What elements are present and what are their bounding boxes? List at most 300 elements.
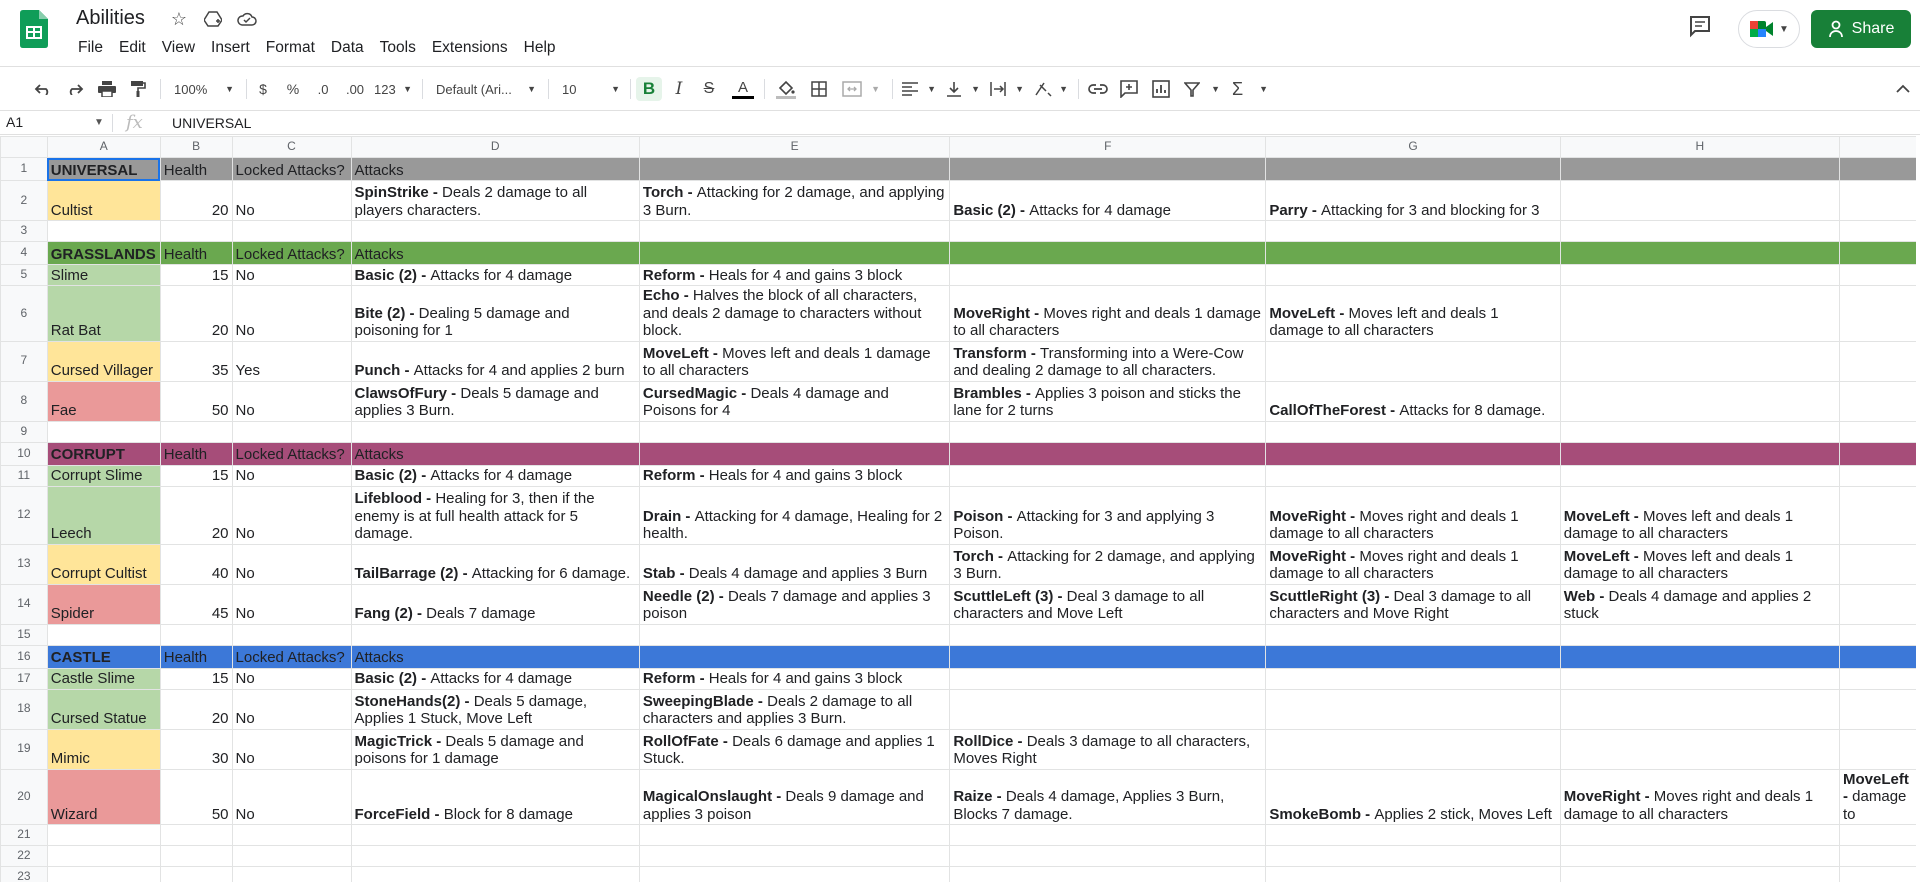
cell[interactable] — [950, 867, 1266, 882]
cell[interactable] — [639, 825, 949, 846]
cell[interactable] — [47, 465, 160, 486]
formula-input[interactable]: UNIVERSAL — [172, 115, 252, 131]
cell-value: No — [235, 266, 255, 284]
cell[interactable] — [639, 867, 949, 882]
cell[interactable] — [1560, 242, 1839, 265]
cell[interactable] — [160, 769, 232, 825]
borders-icon[interactable] — [810, 77, 828, 101]
cell[interactable] — [160, 421, 232, 442]
cell[interactable] — [1840, 381, 1920, 421]
cell[interactable] — [950, 158, 1266, 181]
row-header[interactable]: 23 — [1, 867, 48, 882]
menu-tools[interactable]: Tools — [379, 39, 416, 56]
cell[interactable] — [160, 486, 232, 544]
cell[interactable] — [1560, 465, 1839, 486]
formula-bar — [0, 110, 1920, 135]
row-header[interactable]: 8 — [1, 381, 48, 421]
cell[interactable] — [351, 544, 639, 584]
currency-format-button[interactable]: $ — [259, 81, 267, 97]
share-button[interactable] — [1811, 10, 1911, 48]
cloud-status-icon[interactable] — [236, 8, 258, 30]
cell[interactable] — [1840, 729, 1920, 769]
percent-format-button[interactable]: % — [286, 81, 300, 97]
cell[interactable] — [950, 584, 1266, 624]
cell[interactable] — [950, 544, 1266, 584]
cell[interactable] — [160, 181, 232, 221]
cell[interactable] — [950, 825, 1266, 846]
cell[interactable] — [351, 181, 639, 221]
cell[interactable] — [950, 729, 1266, 769]
fill-color-icon[interactable] — [776, 77, 796, 101]
cell[interactable] — [950, 645, 1266, 668]
cell[interactable] — [351, 381, 639, 421]
cell[interactable] — [639, 181, 949, 221]
cell[interactable] — [950, 668, 1266, 689]
cell[interactable] — [47, 825, 160, 846]
cell[interactable] — [351, 242, 639, 265]
cell[interactable] — [1840, 286, 1920, 342]
cell[interactable] — [47, 584, 160, 624]
cell[interactable] — [47, 265, 160, 286]
row-header[interactable]: 7 — [1, 341, 48, 381]
paint-format-icon[interactable] — [130, 77, 146, 101]
cell[interactable] — [232, 421, 351, 442]
cell[interactable] — [47, 242, 160, 265]
text-rotation-icon[interactable]: ▼ — [1034, 77, 1068, 101]
cell[interactable] — [351, 689, 639, 729]
cell[interactable] — [1560, 867, 1839, 882]
cell[interactable] — [232, 242, 351, 265]
cell[interactable] — [160, 242, 232, 265]
cell[interactable] — [639, 158, 949, 181]
ability-name: Lifeblood - — [354, 490, 436, 507]
row-header[interactable]: 5 — [1, 265, 48, 286]
cell[interactable] — [1266, 867, 1560, 882]
cell[interactable] — [232, 769, 351, 825]
font-select[interactable] — [436, 77, 536, 101]
menu-extensions[interactable]: Extensions — [431, 39, 508, 56]
row-header[interactable]: 3 — [1, 221, 48, 242]
cell[interactable] — [160, 846, 232, 867]
column-header[interactable]: A — [47, 137, 160, 158]
row-header[interactable]: 9 — [1, 421, 48, 442]
chevron-down-icon[interactable]: ▼ — [94, 117, 104, 128]
cell[interactable] — [1840, 825, 1920, 846]
cell[interactable] — [232, 465, 351, 486]
cell[interactable] — [1840, 265, 1920, 286]
cell[interactable] — [47, 769, 160, 825]
row-header[interactable]: 11 — [1, 465, 48, 486]
cell[interactable] — [232, 486, 351, 544]
row-header[interactable]: 20 — [1, 769, 48, 825]
cell[interactable] — [1560, 158, 1839, 181]
cell[interactable] — [47, 221, 160, 242]
cell[interactable] — [1266, 265, 1560, 286]
cell[interactable] — [639, 769, 949, 825]
cell[interactable] — [950, 341, 1266, 381]
ability-name: ScuttleRight (3) - — [1269, 587, 1394, 605]
menu-view[interactable]: View — [161, 39, 196, 56]
cell[interactable] — [1266, 544, 1560, 584]
cell[interactable] — [639, 729, 949, 769]
cell[interactable] — [1560, 181, 1839, 221]
text-color-icon[interactable]: A — [732, 77, 754, 101]
cell[interactable] — [351, 584, 639, 624]
ability-name: Reform - — [642, 670, 709, 687]
cell[interactable] — [639, 846, 949, 867]
cell[interactable] — [351, 825, 639, 846]
cell[interactable] — [47, 421, 160, 442]
cell[interactable] — [639, 689, 949, 729]
cell[interactable] — [1840, 769, 1920, 825]
cell[interactable] — [1266, 181, 1560, 221]
cell[interactable] — [1840, 645, 1920, 668]
cell[interactable] — [160, 544, 232, 584]
cell[interactable] — [1840, 442, 1920, 465]
document-title[interactable]: Abilities — [76, 7, 145, 29]
cell[interactable] — [47, 867, 160, 882]
cell[interactable] — [1560, 624, 1839, 645]
cell[interactable] — [351, 486, 639, 544]
cell[interactable] — [639, 645, 949, 668]
cell[interactable] — [47, 158, 160, 181]
insert-comment-icon[interactable] — [1120, 77, 1138, 101]
cell[interactable] — [160, 689, 232, 729]
cell[interactable] — [1840, 867, 1920, 882]
cell[interactable] — [639, 265, 949, 286]
cell[interactable] — [1560, 584, 1839, 624]
cell[interactable] — [47, 381, 160, 421]
column-header[interactable] — [1840, 137, 1920, 158]
functions-icon[interactable]: Σ ▼ — [1232, 78, 1268, 99]
row-header[interactable]: 10 — [1, 442, 48, 465]
cell[interactable] — [160, 729, 232, 769]
column-header[interactable]: E — [639, 137, 949, 158]
cell[interactable] — [47, 486, 160, 544]
cell[interactable] — [232, 221, 351, 242]
cell[interactable] — [47, 668, 160, 689]
cell[interactable] — [950, 242, 1266, 265]
cell[interactable] — [232, 584, 351, 624]
cell[interactable] — [1840, 221, 1920, 242]
cell[interactable] — [639, 544, 949, 584]
cell[interactable] — [351, 624, 639, 645]
row-header[interactable]: 15 — [1, 624, 48, 645]
cell[interactable] — [639, 624, 949, 645]
italic-icon[interactable]: I — [675, 79, 683, 99]
cell[interactable] — [1266, 442, 1560, 465]
cell[interactable] — [950, 465, 1266, 486]
cell[interactable] — [232, 381, 351, 421]
column-header[interactable]: C — [232, 137, 351, 158]
row-header[interactable]: 14 — [1, 584, 48, 624]
cell[interactable] — [1840, 242, 1920, 265]
cell[interactable] — [1266, 729, 1560, 769]
column-header[interactable]: D — [351, 137, 639, 158]
cell[interactable] — [351, 645, 639, 668]
cell[interactable] — [232, 825, 351, 846]
row-header[interactable]: 19 — [1, 729, 48, 769]
row-header[interactable]: 1 — [1, 158, 48, 181]
increase-decimal-button[interactable]: .00 — [345, 81, 365, 97]
cell[interactable] — [950, 846, 1266, 867]
cell[interactable] — [1840, 584, 1920, 624]
cell[interactable] — [639, 341, 949, 381]
redo-icon[interactable] — [66, 77, 84, 101]
cell[interactable] — [1840, 668, 1920, 689]
cell[interactable] — [1266, 769, 1560, 825]
row-header[interactable]: 2 — [1, 181, 48, 221]
text-wrapping-icon[interactable]: ▼ — [990, 77, 1024, 101]
cell[interactable] — [232, 544, 351, 584]
cell[interactable] — [1560, 221, 1839, 242]
cell[interactable] — [1266, 486, 1560, 544]
row-header[interactable]: 12 — [1, 486, 48, 544]
cell[interactable] — [351, 442, 639, 465]
cell[interactable] — [160, 624, 232, 645]
menu-edit[interactable]: Edit — [118, 39, 146, 56]
cell[interactable] — [160, 465, 232, 486]
cell[interactable] — [1560, 645, 1839, 668]
cell[interactable] — [160, 584, 232, 624]
cell[interactable] — [1840, 421, 1920, 442]
cell[interactable] — [1266, 421, 1560, 442]
cell[interactable] — [232, 624, 351, 645]
cell[interactable] — [47, 729, 160, 769]
menu-data[interactable]: Data — [330, 39, 364, 56]
cell[interactable] — [1266, 584, 1560, 624]
ability-description: Deal 3 damage to all characters and Move Right — [1269, 587, 1532, 622]
cell[interactable] — [351, 286, 639, 342]
zoom-select[interactable] — [174, 77, 234, 101]
filter-icon[interactable]: ▼ — [1184, 77, 1220, 101]
cell[interactable] — [160, 668, 232, 689]
cell[interactable] — [47, 544, 160, 584]
row-header[interactable]: 6 — [1, 286, 48, 342]
strikethrough-icon[interactable]: S — [703, 80, 715, 97]
cell[interactable] — [160, 867, 232, 882]
cell[interactable] — [232, 867, 351, 882]
cell[interactable] — [351, 867, 639, 882]
cell[interactable] — [950, 421, 1266, 442]
cell[interactable] — [1560, 381, 1839, 421]
cell[interactable] — [160, 221, 232, 242]
column-header[interactable]: F — [950, 137, 1266, 158]
cell[interactable] — [950, 624, 1266, 645]
cell[interactable] — [1560, 846, 1839, 867]
cell[interactable] — [47, 341, 160, 381]
sheets-logo-icon[interactable] — [20, 10, 48, 48]
cell[interactable] — [1560, 668, 1839, 689]
cell[interactable] — [1266, 846, 1560, 867]
cell[interactable] — [1560, 825, 1839, 846]
row-header[interactable]: 16 — [1, 645, 48, 668]
font-size-select[interactable] — [562, 77, 620, 101]
insert-chart-icon[interactable] — [1152, 77, 1170, 101]
cell[interactable] — [160, 442, 232, 465]
row-header[interactable]: 18 — [1, 689, 48, 729]
cell[interactable] — [950, 689, 1266, 729]
cell[interactable] — [160, 286, 232, 342]
cell[interactable] — [232, 645, 351, 668]
cell[interactable] — [1560, 421, 1839, 442]
cell[interactable] — [351, 846, 639, 867]
vertical-scrollbar[interactable] — [1916, 136, 1920, 882]
cell[interactable] — [351, 158, 639, 181]
bold-icon[interactable]: B — [636, 77, 662, 101]
cell[interactable] — [1840, 158, 1920, 181]
cell[interactable] — [160, 381, 232, 421]
cell[interactable] — [351, 668, 639, 689]
row-header[interactable]: 13 — [1, 544, 48, 584]
undo-icon[interactable] — [34, 77, 52, 101]
cell[interactable] — [1560, 486, 1839, 544]
comments-icon[interactable] — [1688, 14, 1712, 38]
cell[interactable] — [639, 442, 949, 465]
row-header[interactable]: 21 — [1, 825, 48, 846]
cell[interactable] — [232, 442, 351, 465]
cell[interactable] — [1266, 825, 1560, 846]
cell[interactable] — [1840, 689, 1920, 729]
row-header[interactable]: 22 — [1, 846, 48, 867]
cell[interactable] — [1266, 689, 1560, 729]
cell[interactable] — [1560, 729, 1839, 769]
ability-name: Torch - — [642, 184, 697, 201]
cell[interactable] — [47, 181, 160, 221]
cell[interactable] — [639, 421, 949, 442]
cell[interactable] — [160, 158, 232, 181]
cell[interactable] — [232, 181, 351, 221]
ability-description: Moves right and deals 1 damage to all characters — [1563, 788, 1814, 823]
cell[interactable] — [232, 158, 351, 181]
cell[interactable] — [232, 689, 351, 729]
star-icon[interactable]: ☆ — [170, 8, 188, 29]
cell[interactable] — [1266, 341, 1560, 381]
cell[interactable] — [950, 265, 1266, 286]
print-icon[interactable] — [98, 77, 116, 101]
cell[interactable] — [351, 221, 639, 242]
cell[interactable] — [1266, 221, 1560, 242]
cell[interactable] — [47, 442, 160, 465]
cell[interactable] — [1266, 668, 1560, 689]
menu-format[interactable]: Format — [265, 39, 315, 56]
ability-name: Reform - — [642, 266, 709, 284]
cell[interactable] — [950, 769, 1266, 825]
cell[interactable] — [639, 286, 949, 342]
column-header[interactable]: G — [1266, 137, 1560, 158]
cell[interactable] — [47, 846, 160, 867]
horizontal-align-icon[interactable]: ▼ — [902, 77, 936, 101]
cell[interactable] — [351, 769, 639, 825]
cell[interactable] — [1840, 181, 1920, 221]
column-header[interactable]: H — [1560, 137, 1839, 158]
cell[interactable] — [1560, 341, 1839, 381]
cell[interactable] — [1840, 624, 1920, 645]
cell[interactable] — [47, 689, 160, 729]
cell[interactable] — [1840, 544, 1920, 584]
cell[interactable] — [639, 221, 949, 242]
cell[interactable] — [639, 584, 949, 624]
cell[interactable] — [351, 341, 639, 381]
column-header[interactable]: B — [160, 137, 232, 158]
cell[interactable] — [47, 645, 160, 668]
cell[interactable] — [639, 242, 949, 265]
merge-cells-icon[interactable]: ▼ — [842, 77, 880, 101]
cell[interactable] — [639, 668, 949, 689]
cell[interactable] — [1266, 286, 1560, 342]
cell[interactable] — [47, 624, 160, 645]
move-to-drive-icon[interactable] — [202, 8, 224, 30]
cell[interactable] — [1840, 486, 1920, 544]
cell[interactable] — [160, 645, 232, 668]
cell[interactable] — [160, 825, 232, 846]
collapse-toolbar-icon[interactable] — [1894, 77, 1912, 101]
cell[interactable] — [950, 486, 1266, 544]
menu-insert[interactable]: Insert — [211, 39, 250, 56]
cell[interactable] — [1266, 465, 1560, 486]
cell[interactable] — [351, 265, 639, 286]
cell[interactable] — [160, 265, 232, 286]
menu-file[interactable]: File — [78, 39, 103, 56]
cell[interactable] — [351, 465, 639, 486]
row-header[interactable]: 4 — [1, 242, 48, 265]
cell[interactable] — [639, 381, 949, 421]
cell[interactable] — [1266, 645, 1560, 668]
row-header[interactable]: 17 — [1, 668, 48, 689]
more-formats-button[interactable] — [374, 77, 412, 101]
cell[interactable] — [950, 381, 1266, 421]
insert-link-icon[interactable] — [1088, 77, 1108, 101]
cell[interactable] — [950, 181, 1266, 221]
cell[interactable] — [232, 286, 351, 342]
cell[interactable] — [351, 421, 639, 442]
cell[interactable] — [1560, 769, 1839, 825]
cell[interactable] — [160, 341, 232, 381]
cell[interactable] — [1560, 689, 1839, 729]
cell[interactable] — [232, 668, 351, 689]
cell[interactable] — [1266, 624, 1560, 645]
decrease-decimal-button[interactable]: .0 — [317, 81, 329, 97]
cell[interactable] — [639, 486, 949, 544]
cell[interactable] — [1560, 286, 1839, 342]
cell[interactable] — [1266, 242, 1560, 265]
cell[interactable] — [351, 729, 639, 769]
name-box[interactable]: A1 — [6, 114, 24, 130]
vertical-align-icon[interactable]: ▼ — [946, 77, 980, 101]
cell[interactable] — [1840, 341, 1920, 381]
cell[interactable] — [1560, 442, 1839, 465]
cell[interactable] — [950, 442, 1266, 465]
ability-name: MagicTrick - — [354, 732, 446, 750]
cell[interactable] — [232, 265, 351, 286]
cell[interactable] — [232, 846, 351, 867]
cell[interactable] — [1840, 465, 1920, 486]
cell[interactable] — [1266, 381, 1560, 421]
cell[interactable] — [1840, 846, 1920, 867]
cell[interactable] — [950, 221, 1266, 242]
cell[interactable] — [1266, 158, 1560, 181]
cell[interactable] — [232, 341, 351, 381]
cell[interactable] — [950, 286, 1266, 342]
meet-button[interactable] — [1738, 10, 1800, 48]
cell[interactable] — [47, 286, 160, 342]
cell[interactable] — [1560, 265, 1839, 286]
menu-help[interactable]: Help — [523, 39, 556, 56]
cell[interactable] — [232, 729, 351, 769]
cell[interactable] — [1560, 544, 1839, 584]
cell[interactable] — [639, 465, 949, 486]
select-all-corner[interactable] — [1, 137, 48, 158]
